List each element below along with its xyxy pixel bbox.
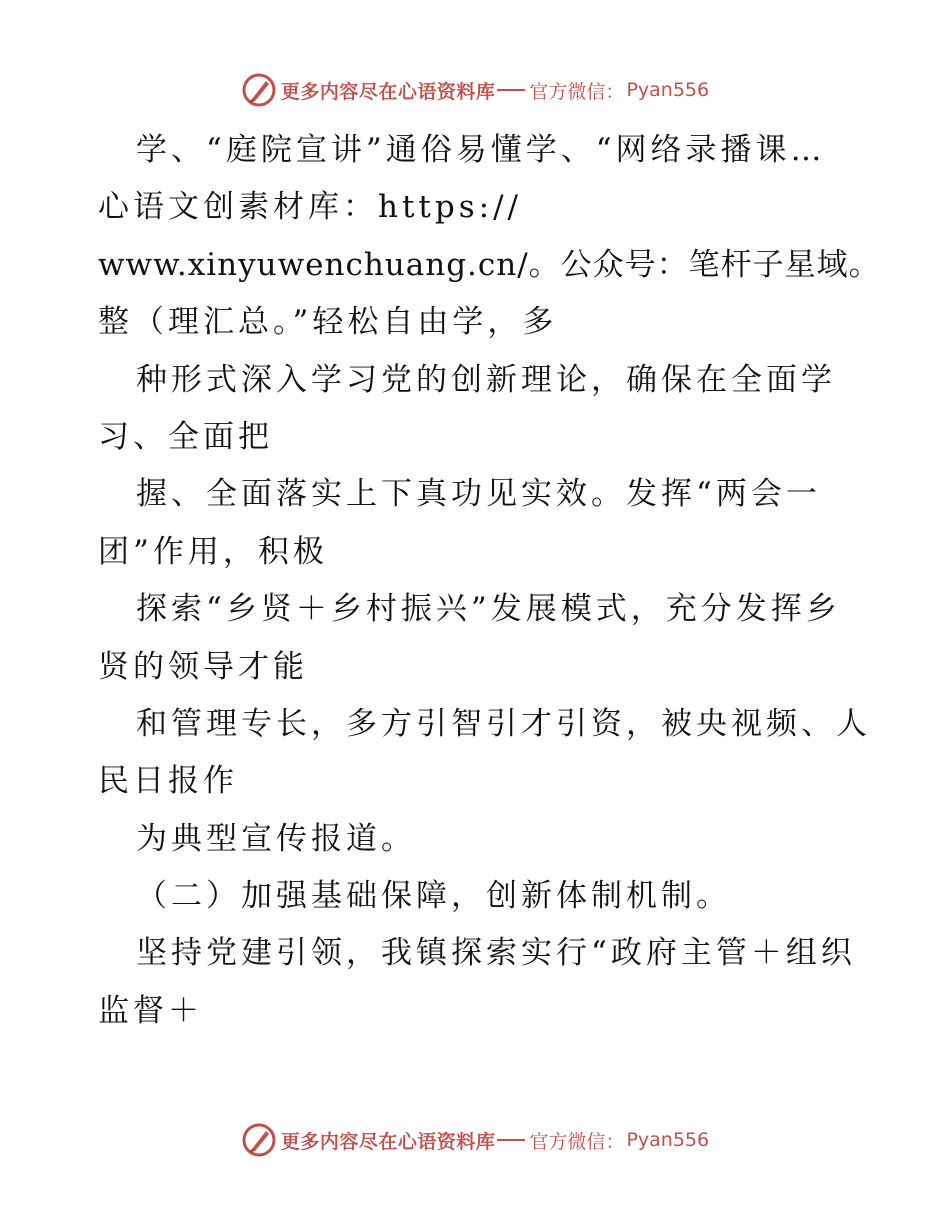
pen-logo-icon [241, 72, 277, 108]
watermark-separator [497, 89, 525, 91]
watermark-wechat-id: Pyan556 [626, 1129, 710, 1151]
text-line: 监督＋ [98, 992, 203, 1029]
watermark-text: 更多内容尽在心语资料库 [280, 1130, 496, 1153]
text-line: 民日报作 [98, 763, 238, 800]
text-line: 和管理专长，多方引智引才引资，被央视频、人 [136, 705, 871, 742]
text-line: 贤的领导才能 [98, 648, 308, 685]
header-watermark [0, 70, 950, 110]
text-line: 心语文创素材库：https:// [98, 189, 522, 226]
text-line: 探索“乡贤＋乡村振兴”发展模式，充分发挥乡 [136, 591, 841, 628]
pen-logo-icon [241, 1122, 277, 1158]
footer-watermark [0, 1120, 950, 1160]
watermark-wechat-id: Pyan556 [626, 79, 710, 101]
text-line: www.xinyuwenchuang.cn/。公众号：笔杆子星域。 [98, 246, 881, 283]
document-body [98, 122, 898, 1040]
text-line: 种形式深入学习党的创新理论，确保在全面学 [136, 361, 836, 398]
text-line: 学、“庭院宣讲”通俗易懂学、“网络录播课… [136, 132, 826, 168]
watermark-wechat-label: 官方微信： [529, 1130, 625, 1153]
watermark-wechat-label: 官方微信： [529, 80, 625, 103]
watermark-separator [497, 1139, 525, 1141]
text-line: （二）加强基础保障，创新体制机制。 [136, 878, 731, 915]
text-line: 团”作用，积极 [98, 533, 328, 570]
text-line: 整（理汇总。”轻松自由学，多 [98, 304, 558, 341]
watermark-text: 更多内容尽在心语资料库 [280, 80, 496, 103]
text-line: 握、全面落实上下真功见实效。发挥“两会一 [136, 476, 821, 513]
text-line: 为典型宣传报道。 [136, 820, 416, 857]
text-line: 坚持党建引领，我镇探索实行“政府主管＋组织 [136, 935, 856, 972]
text-line: 习、全面把 [98, 418, 273, 455]
